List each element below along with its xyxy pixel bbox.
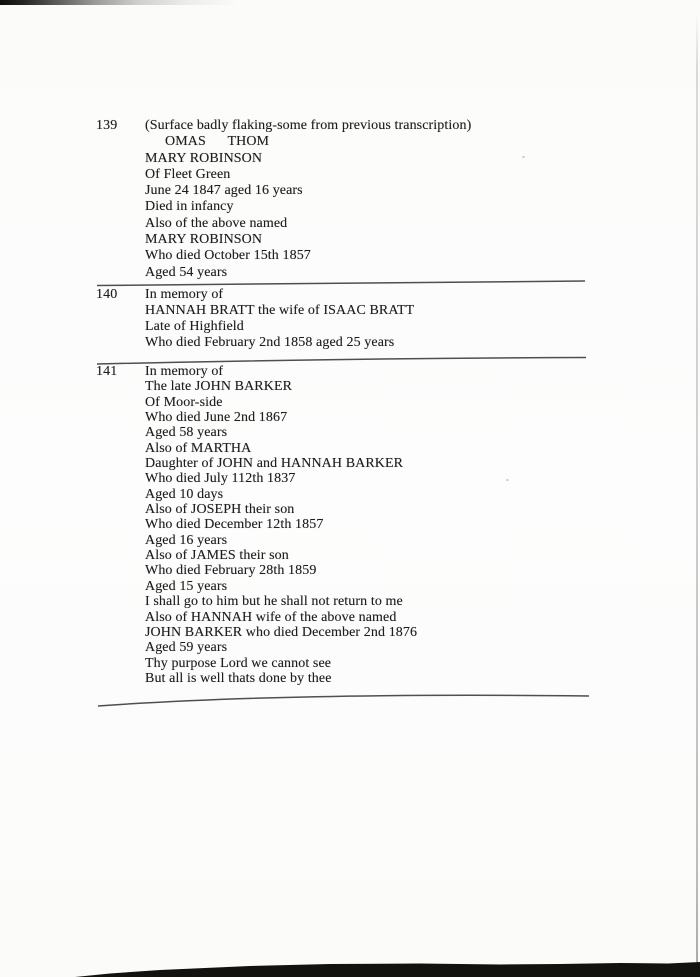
- entry-text-block: [145, 364, 616, 686]
- entry-text-block: [145, 118, 616, 281]
- separator-rule-1: [97, 281, 585, 286]
- entry-number: 141: [96, 364, 118, 379]
- memorial-line: Of Fleet Green: [145, 166, 231, 182]
- memorial-line: But all is well thats done by thee: [145, 670, 332, 686]
- memorial-line: June 24 1847 aged 16 years: [145, 183, 303, 199]
- separator-rule-3: [98, 695, 589, 706]
- entry-text-block: [145, 287, 616, 351]
- scan-speck: [522, 156, 525, 158]
- memorial-line: In memory of: [145, 287, 224, 302]
- memorial-line: HANNAH BRATT the wife of ISAAC BRATT: [145, 303, 415, 318]
- memorial-line: Late of Highfield: [145, 319, 244, 334]
- scanner-black-band: [0, 940, 700, 977]
- memorial-line: OMAS THOM: [165, 134, 270, 150]
- memorial-entry-139: [96, 118, 616, 281]
- memorial-entry-141: [96, 364, 616, 686]
- memorial-line: The late JOHN BARKER: [145, 379, 293, 395]
- memorial-line: Also of JAMES their son: [145, 548, 289, 564]
- memorial-line: Also of JOSEPH their son: [145, 502, 295, 518]
- memorial-entry-140: [96, 287, 616, 351]
- scan-smudge-top-left: [0, 0, 238, 5]
- memorial-line: Who died July 112th 1837: [145, 471, 296, 487]
- memorial-line: Who died December 12th 1857: [145, 517, 324, 533]
- memorial-line: Who died February 28th 1859: [145, 563, 317, 579]
- memorial-line: Aged 15 years: [145, 578, 228, 594]
- memorial-line: Also of MARTHA: [145, 440, 252, 456]
- memorial-line: Daughter of JOHN and HANNAH BARKER: [145, 456, 404, 472]
- page-edge-shadow: [696, 12, 698, 963]
- entry-number: 140: [96, 287, 118, 302]
- memorial-line: Aged 10 days: [145, 486, 224, 502]
- memorial-line: JOHN BARKER who died December 2nd 1876: [145, 624, 418, 640]
- memorial-line: I shall go to him but he shall not return to me: [145, 594, 403, 610]
- memorial-line: Who died February 2nd 1858 aged 25 years: [145, 335, 395, 350]
- memorial-line: Aged 16 years: [145, 532, 228, 548]
- memorial-line: Also of the above named: [145, 215, 288, 231]
- memorial-line: Also of HANNAH wife of the above named: [145, 609, 397, 625]
- memorial-line: Aged 59 years: [145, 640, 228, 656]
- memorial-line: Of Moor-side: [145, 394, 223, 410]
- memorial-line: MARY ROBINSON: [145, 150, 263, 166]
- memorial-line: Aged 58 years: [145, 425, 228, 441]
- scan-speck: [506, 479, 509, 481]
- entry-number: 139: [96, 118, 118, 133]
- memorial-line: (Surface badly flaking-some from previous transcription): [145, 118, 472, 133]
- memorial-line: MARY ROBINSON: [145, 232, 263, 248]
- memorial-line: In memory of: [145, 364, 224, 379]
- memorial-line: Thy purpose Lord we cannot see: [145, 655, 332, 671]
- memorial-line: Who died October 15th 1857: [145, 248, 311, 264]
- memorial-line: Aged 54 years: [145, 264, 228, 280]
- memorial-line: Who died June 2nd 1867: [145, 410, 288, 426]
- memorial-line: Died in infancy: [145, 199, 234, 215]
